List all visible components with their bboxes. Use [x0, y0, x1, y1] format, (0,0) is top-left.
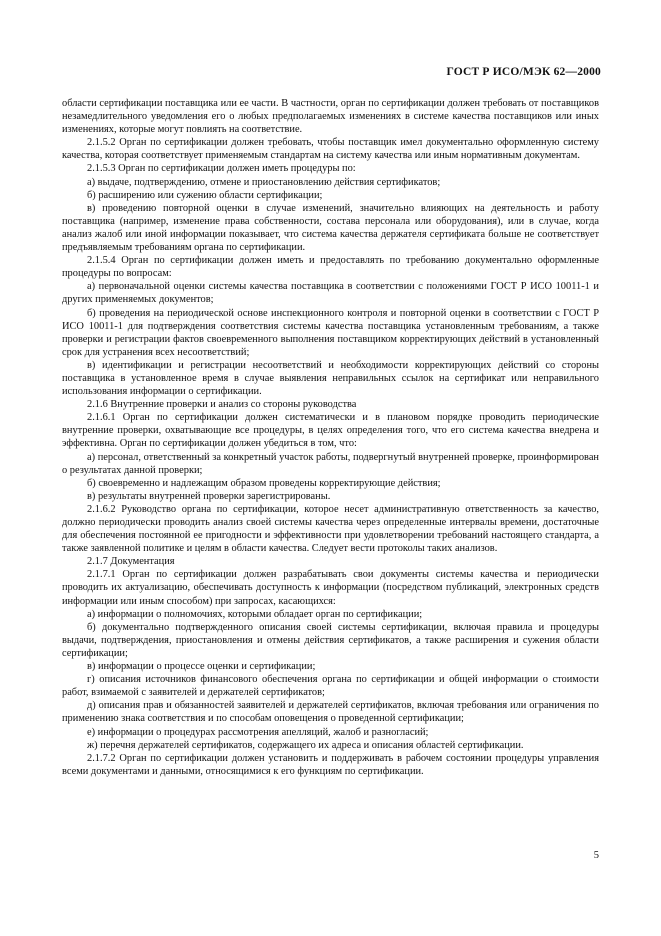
- paragraph: 2.1.6.1 Орган по сертификации должен систематически и в плановом порядке проводить периодические внутренние проверки, охватывающие все процедуры, в целях определения того, что его система качества внедрена и эффективна. Орган по сертификации должен убедиться в том, что:: [62, 412, 599, 450]
- paragraph: 2.1.5.2 Орган по сертификации должен требовать, чтобы поставщик имел документально оформленную систему качества, которая соответствует применяемым стандартам на систему качества или иным нормативным документам.: [62, 137, 599, 162]
- paragraph: б) расширению или сужению области сертификации;: [87, 189, 323, 201]
- paragraph: ж) перечня держателей сертификатов, содержащего их адреса и описания областей сертификации.: [87, 739, 524, 751]
- paragraph: а) информации о полномочиях, которыми обладает орган по сертификации;: [87, 608, 423, 620]
- document-body: [62, 97, 599, 778]
- paragraph: в) идентификации и регистрации несоответствий и необходимости корректирующих действий со стороны поставщика в установленное время в случае выявления неправильных ссылок на сертификат или неправильного использования информации о сертификации.: [62, 359, 599, 398]
- paragraph: 2.1.6 Внутренние проверки и анализ со стороны руководства: [87, 399, 357, 411]
- paragraph: 2.1.7 Документация: [87, 556, 175, 568]
- page-number: 5: [593, 850, 599, 861]
- paragraph: 2.1.5.3 Орган по сертификации должен иметь процедуры по:: [87, 163, 356, 175]
- paragraph: а) первоначальной оценки системы качества поставщика в соответствии с положениями ГОСТ Р ИСО 10011-1 и других применяемых документов;: [62, 281, 599, 306]
- paragraph: области сертификации поставщика или ее части. В частности, орган по сертификации должен требовать от поставщиков незамедлительного уведомления его о любых предполагаемых изменениях в системе качества поставщиков или иных изменениях, которые могут повлиять на соответствие.: [62, 98, 599, 136]
- paragraph: в) результаты внутренней проверки зарегистрированы.: [87, 490, 331, 502]
- paragraph: б) своевременно и надлежащим образом проведены корректирующие действия;: [87, 477, 441, 489]
- paragraph: д) описания прав и обязанностей заявителей и держателей сертификатов, включая требования или ограничения по применению знака соответствия и по способам оповещения о проведенной сертификации;: [62, 700, 599, 725]
- paragraph: а) выдаче, подтверждению, отмене и приостановлению действия сертификатов;: [87, 176, 441, 188]
- paragraph: г) описания источников финансового обеспечения органа по сертификации и общей информации о стоимости работ, взимаемой с заявителей и держателей сертификатов;: [62, 674, 599, 699]
- paragraph: 2.1.5.4 Орган по сертификации должен иметь и предоставлять по требованию документально оформленные процедуры по вопросам:: [62, 255, 599, 280]
- standard-header: ГОСТ Р ИСО/МЭК 62—2000: [446, 66, 601, 78]
- paragraph: 2.1.6.2 Руководство органа по сертификации, которое несет административную ответственность за качество, должно периодически проводить анализ своей системы качества через определенные интервалы времени, достаточные для обеспечения постоянной ее пригодности и эффективности при удовлетворении требований настоящего стандарта, а также заявленной политике и целям в области качества. Следует вести протоколы таких анализов.: [62, 503, 599, 555]
- paragraph: в) информации о процессе оценки и сертификации;: [87, 661, 316, 673]
- paragraph: 2.1.7.2 Орган по сертификации должен установить и поддерживать в рабочем состоянии процедуры управления всеми документами и данными, относящимися к его функциям по сертификации.: [62, 752, 599, 777]
- paragraph: в) проведению повторной оценки в случае изменений, значительно влияющих на деятельность и работу поставщика (например, изменение права собственности, состава персонала или оборудования), или в случае, когда анализ жалоб или иной информации показывает, что система качества держателя сертификата больше не соответствует предъявляемым требованиям органа по сертификации.: [62, 202, 599, 254]
- paragraph: б) документально подтвержденного описания своей системы сертификации, включая правила и процедуры выдачи, подтверждения, приостановления и отмены действия сертификатов, а также расширения и сужения области сертификации;: [62, 621, 599, 659]
- paragraph: б) проведения на периодической основе инспекционного контроля и повторной оценки в соответствии с ГОСТ Р ИСО 10011-1 для подтверждения соответствия системы качества поставщика установленным требованиям, а также проверки и регистрации фактов своевременного выполнения поставщиком корректирующих действий в установленный срок для устранения всех несоответствий;: [62, 307, 599, 358]
- paragraph: е) информации о процедурах рассмотрения апелляций, жалоб и разногласий;: [87, 726, 429, 738]
- paragraph: а) персонал, ответственный за конкретный участок работы, подвергнутый внутренней проверке, проинформирован о результатах данной проверки;: [62, 451, 599, 476]
- paragraph: 2.1.7.1 Орган по сертификации должен разрабатывать свои документы системы качества и периодически проводить их актуализацию, обеспечивать доступность к информации (посредством публикаций, электронных средств информации или иным способом) при запросах, касающихся:: [62, 569, 599, 607]
